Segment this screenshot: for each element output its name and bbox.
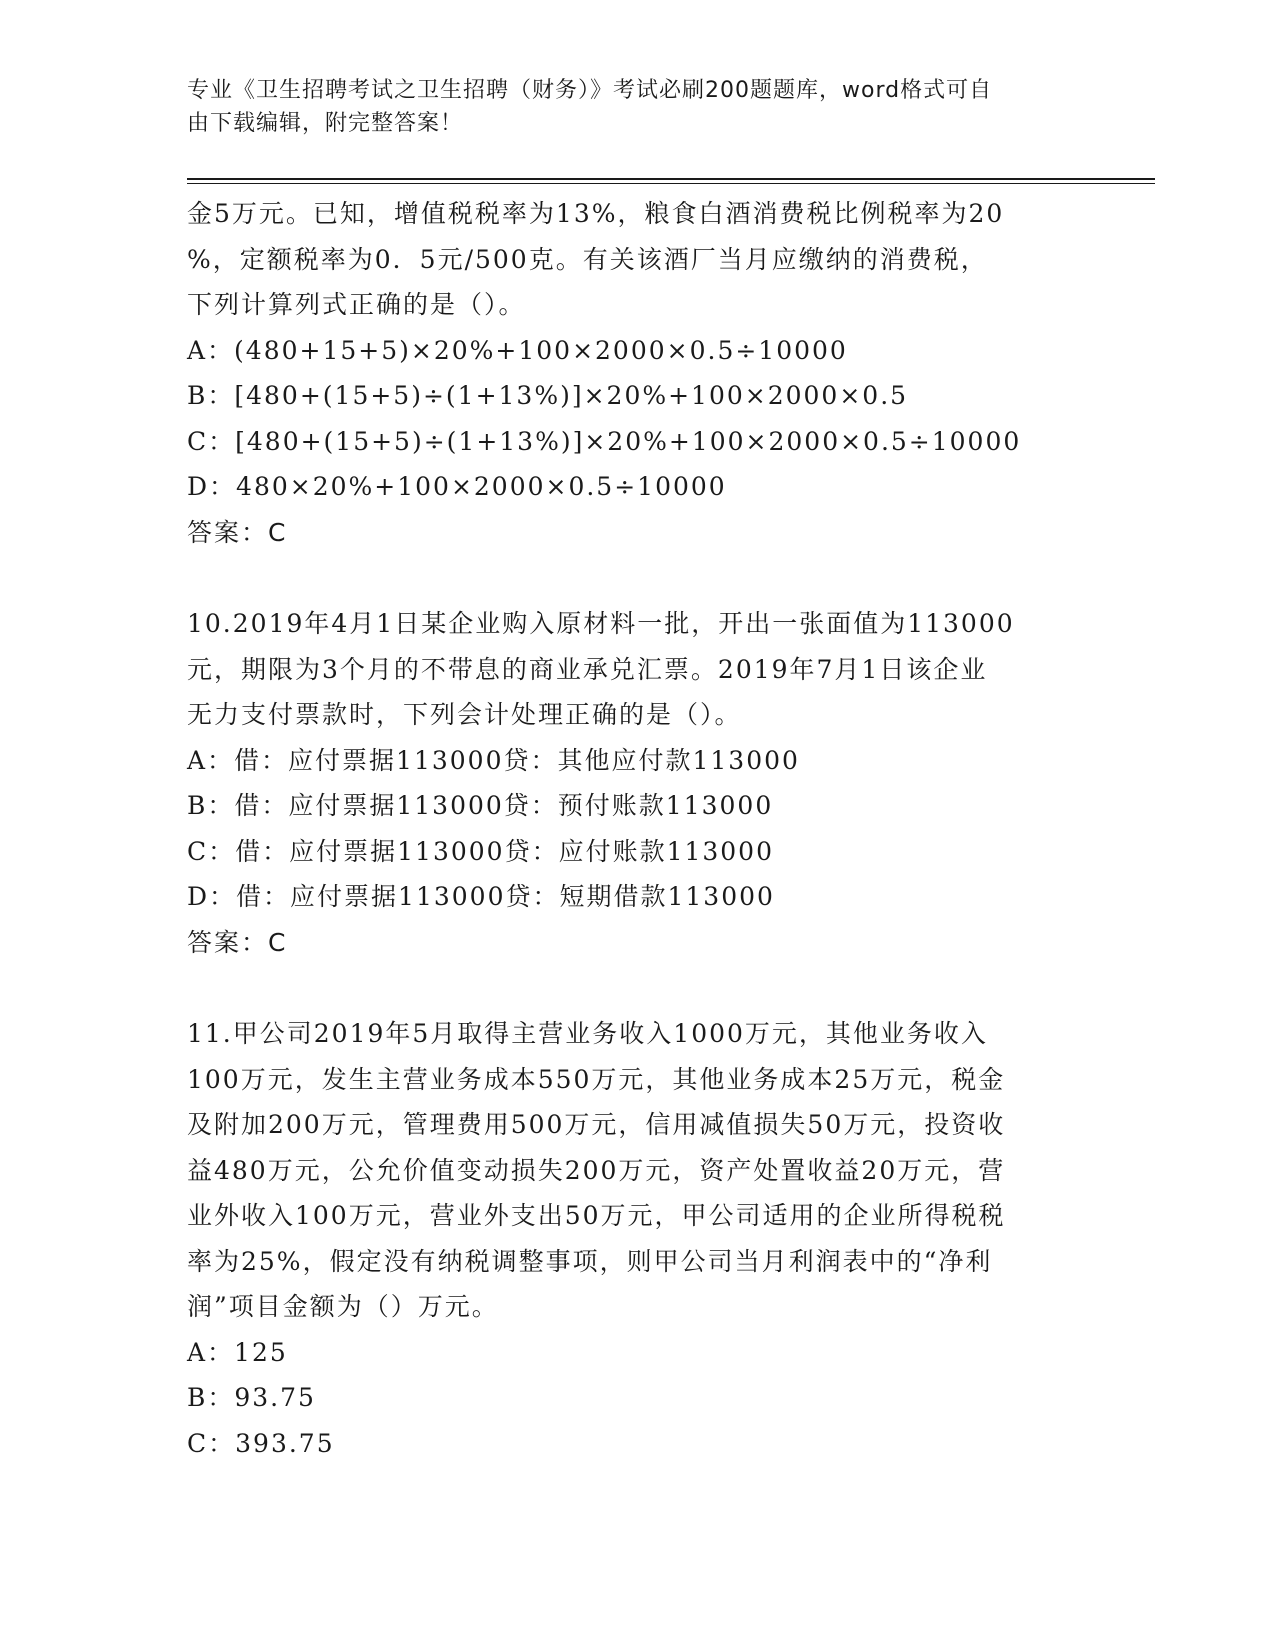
question-stem-line: 元，期限为3个月的不带息的商业承兑汇票。2019年7月1日该企业 (187, 654, 988, 684)
question-stem-line: 及附加200万元，管理费用500万元，信用减值损失50万元，投资收 (187, 1110, 1006, 1139)
header-line-1: 专业《卫生招聘考试之卫生招聘（财务）》考试必刷200题题库，word格式可自 (187, 78, 993, 103)
question-stem-line: 益480万元，公允价值变动损失200万元，资产处置收益20万元，营 (187, 1155, 1006, 1185)
answer: 答案：C (187, 517, 288, 547)
option-c: C：393.75 (187, 1428, 335, 1458)
question-stem-line: 100万元，发生主营业务成本550万元，其他业务成本25万元，税金 (187, 1064, 1006, 1094)
question-stem-line: 11.甲公司2019年5月取得主营业务收入1000万元，其他业务收入 (187, 1019, 988, 1048)
answer: 答案：C (187, 927, 288, 957)
option-b: B：93.75 (187, 1383, 316, 1412)
option-d: D：借：应付票据113000贷：短期借款113000 (187, 882, 775, 911)
option-b: B：借：应付票据113000贷：预付账款113000 (187, 791, 774, 820)
question-stem-line: %，定额税率为0．5元/500克。有关该酒厂当月应缴纳的消费税， (187, 244, 988, 274)
question-11 (187, 1011, 1087, 1466)
question-spacer (187, 555, 1087, 601)
option-a: A：(480+15+5)×20%+100×2000×0.5÷10000 (187, 335, 848, 365)
option-c: C：借：应付票据113000贷：应付账款113000 (187, 836, 774, 866)
question-stem-line: 10.2019年4月1日某企业购入原材料一批，开出一张面值为113000 (187, 609, 1015, 638)
question-stem-line: 下列计算列式正确的是（）。 (187, 290, 526, 319)
question-stem-line: 无力支付票款时，下列会计处理正确的是（）。 (187, 700, 742, 729)
question-stem-line: 业外收入100万元，营业外支出50万元，甲公司适用的企业所得税税 (187, 1201, 1006, 1230)
question-spacer (187, 965, 1087, 1011)
option-c: C：[480+(15+5)÷(1+13%)]×20%+100×2000×0.5÷10000 (187, 426, 1022, 456)
option-a: A：125 (187, 1337, 288, 1367)
document-header (187, 74, 1067, 140)
option-a: A：借：应付票据113000贷：其他应付款113000 (187, 745, 800, 775)
header-line-2: 由下载编辑，附完整答案！ (187, 111, 464, 136)
question-stem-line: 率为25%，假定没有纳税调整事项，则甲公司当月利润表中的“净利 (187, 1246, 993, 1276)
header-rule-thin (187, 183, 1155, 184)
option-d: D：480×20%+100×2000×0.5÷10000 (187, 472, 727, 501)
question-10 (187, 601, 1087, 965)
document-body (187, 191, 1087, 1466)
question-9 (187, 191, 1087, 555)
question-stem-line: 润”项目金额为（）万元。 (187, 1292, 499, 1321)
header-rule-thick (187, 178, 1155, 180)
question-stem-line: 金5万元。已知，增值税税率为13%，粮食白酒消费税比例税率为20 (187, 199, 1005, 228)
option-b: B：[480+(15+5)÷(1+13%)]×20%+100×2000×0.5 (187, 381, 909, 410)
